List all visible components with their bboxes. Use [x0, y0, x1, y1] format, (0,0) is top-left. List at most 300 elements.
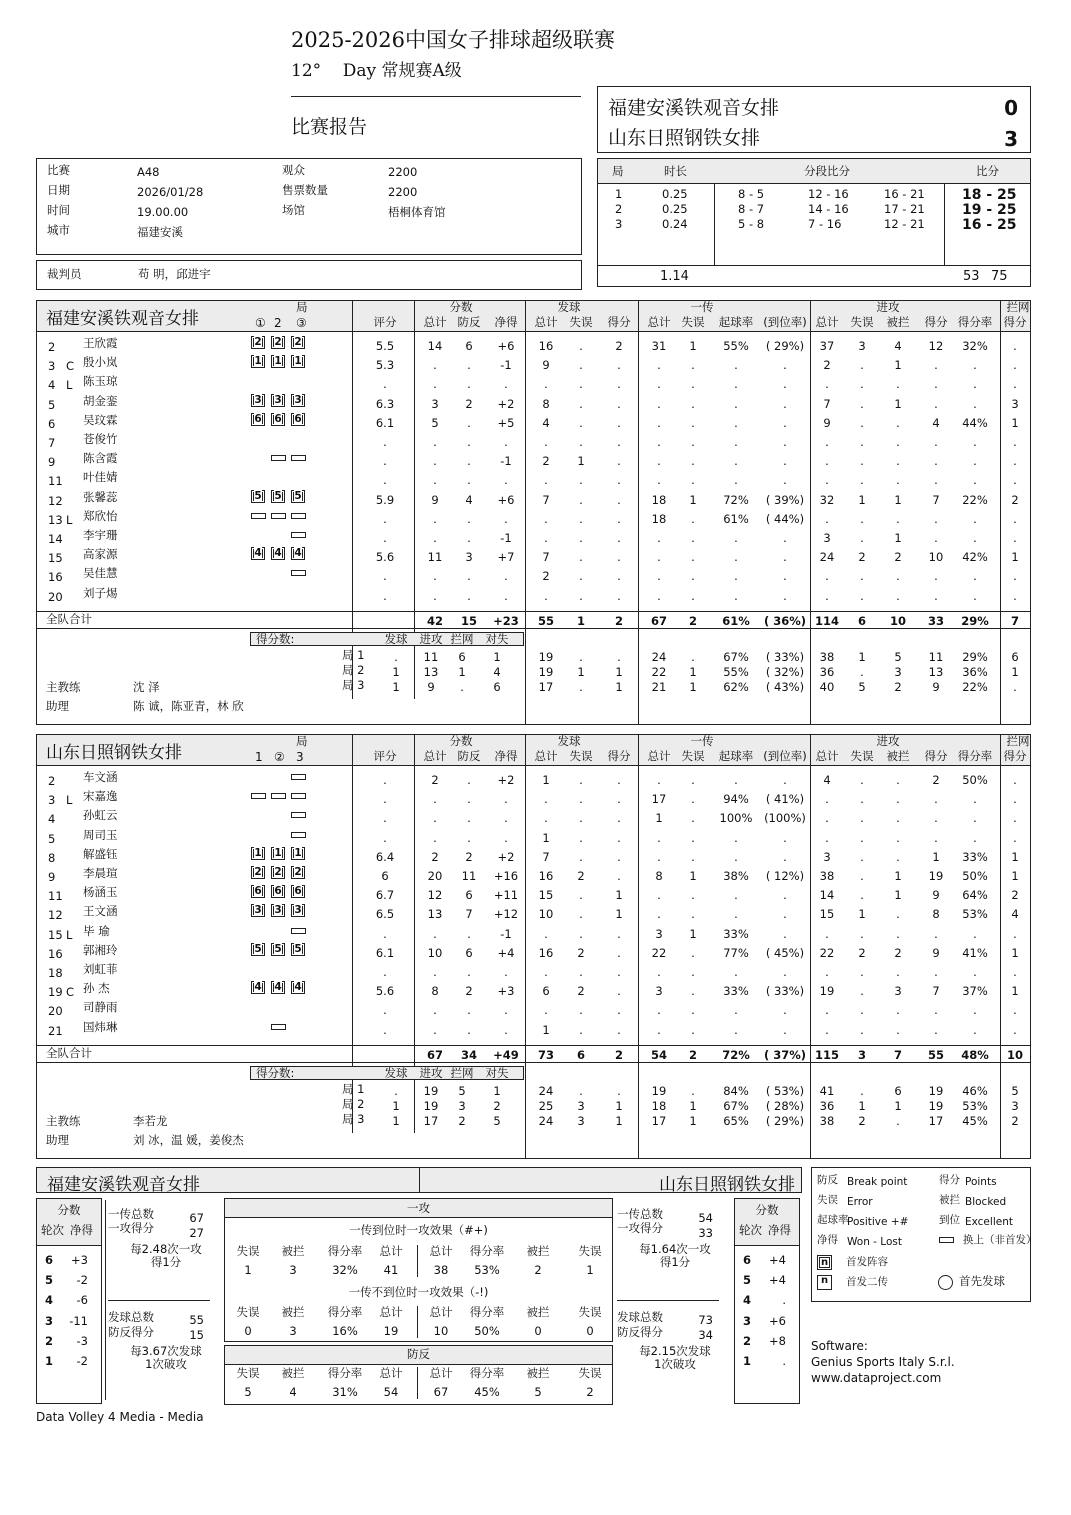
stat-cell: .: [579, 396, 583, 411]
legend-desc: Break point: [847, 1176, 908, 1188]
stat-cell: .: [783, 454, 787, 469]
attack-value: 3: [289, 1263, 297, 1277]
stat-cell: .: [1013, 339, 1017, 353]
stat-cell: .: [433, 531, 437, 545]
substitute-marker: [291, 812, 306, 818]
substitute-marker: [291, 793, 306, 799]
stat-cell: .: [896, 849, 900, 864]
attack-col-head: 失误: [236, 1244, 260, 1258]
by-set-stat: 19: [538, 650, 554, 664]
stat-cell: .: [860, 792, 864, 807]
stat-cell: 9: [932, 888, 940, 903]
legend-key: 得分: [939, 1174, 960, 1186]
stat-cell: .: [860, 849, 864, 864]
player-name: 苍俊竹: [83, 432, 118, 446]
by-set-cell: 1: [392, 665, 400, 679]
column-header: 得分: [1003, 315, 1027, 329]
by-set-stat: 22: [651, 665, 667, 679]
stat-cell: 10: [928, 550, 944, 565]
stat-cell: 32%: [962, 339, 988, 353]
stat-cell: .: [860, 531, 864, 545]
software-company: Genius Sports Italy S.r.l.: [811, 1355, 955, 1369]
stat-cell: .: [383, 377, 387, 392]
stat-cell: .: [860, 358, 864, 373]
player-name: 高家源: [83, 547, 118, 562]
stat-cell: .: [467, 965, 471, 979]
stat-cell: 6.5: [375, 907, 395, 922]
report-title: 比赛报告: [291, 116, 368, 138]
set-partial-16: 12 - 16: [808, 187, 849, 201]
stat-cell: .: [433, 926, 437, 941]
player-number: 7: [48, 436, 56, 450]
sets-header-time: 时长: [664, 164, 687, 178]
stat-cell: .: [934, 396, 938, 411]
stat-cell: .: [617, 396, 621, 411]
stat-cell: .: [973, 1003, 977, 1018]
home-sets-won: 0: [1004, 96, 1018, 120]
stat-cell: .: [579, 849, 583, 864]
stat-cell: .: [691, 511, 695, 526]
rotation-head: 净得: [768, 1223, 791, 1237]
assistant-names: 陈 诚，陈亚青，林 欣: [133, 699, 244, 713]
stat-cell: .: [783, 473, 787, 488]
stat-cell: 41%: [962, 945, 988, 960]
team-total-label: 全队合计: [46, 612, 92, 626]
stat-cell: .: [783, 965, 787, 979]
stat-cell: 6.1: [375, 415, 395, 430]
stat-cell: .: [467, 473, 471, 488]
stat-cell: .: [383, 811, 387, 826]
stat-cell: .: [934, 792, 938, 807]
stat-cell: .: [734, 773, 738, 787]
assistant-label: 助理: [46, 1133, 69, 1147]
stat-cell: .: [896, 965, 900, 979]
by-set-stat: 46%: [962, 1084, 988, 1098]
by-set-stat: 3: [577, 1099, 585, 1113]
group-header: 进攻: [876, 300, 900, 314]
stat-cell: .: [973, 588, 977, 603]
starting-position: 3: [254, 393, 262, 406]
stat-cell: 53%: [962, 907, 988, 922]
player-name: 毕 瑜: [83, 923, 110, 938]
stat-cell: .: [504, 792, 508, 807]
stat-cell: .: [467, 1003, 471, 1018]
stat-cell: .: [544, 1003, 548, 1018]
group-header: 一传: [690, 300, 714, 314]
stat-cell: 5.6: [375, 984, 395, 999]
stat-cell: .: [734, 377, 738, 392]
stat-cell: .: [617, 588, 621, 603]
stat-value: 67: [189, 1211, 204, 1225]
stat-cell: .: [734, 415, 738, 430]
column-header: 失误: [850, 749, 874, 763]
stat-cell: .: [504, 569, 508, 584]
total-cell: 48%: [961, 1048, 989, 1062]
starting-position: 1: [274, 846, 282, 859]
stat-cell: .: [860, 569, 864, 584]
substitute-marker: [271, 513, 286, 519]
stat-cell: .: [617, 377, 621, 392]
stat-cell: .: [860, 888, 864, 903]
info-value: 2200: [388, 185, 418, 199]
starting-position: 3: [274, 393, 282, 406]
set-mark: 2: [274, 316, 282, 330]
stat-cell: 1: [1011, 415, 1019, 430]
rotation-number: 3: [45, 1313, 54, 1328]
column-header: 失误: [569, 315, 593, 329]
player-number: 5: [48, 397, 56, 412]
stat-cell: ( 45%): [765, 945, 805, 960]
stat-cell: .: [825, 473, 829, 488]
total-cell: 29%: [961, 614, 989, 628]
player-number: 16: [48, 570, 63, 585]
rotation-net: -6: [76, 1293, 88, 1308]
substitute-marker: [291, 570, 306, 576]
stat-cell: .: [691, 945, 695, 960]
stat-cell: .: [657, 396, 661, 411]
stat-cell: +5: [497, 415, 515, 430]
starting-position-box: [271, 355, 285, 368]
stat-cell: .: [783, 588, 787, 603]
stat-cell: ( 44%): [765, 511, 805, 526]
stat-cell: .: [860, 396, 864, 411]
player-number: 3: [48, 359, 56, 374]
stat-cell: .: [579, 511, 583, 526]
starting-position-box: [291, 355, 305, 368]
stat-cell: +12: [493, 907, 519, 922]
info-key: 观众: [282, 163, 305, 177]
total-cell: 67: [650, 614, 667, 628]
by-set-stat: 1: [689, 665, 697, 679]
stat-cell: .: [896, 569, 900, 584]
stat-cell: .: [579, 531, 583, 545]
stat-cell: .: [467, 454, 471, 469]
stat-cell: 2: [542, 454, 550, 469]
by-set-stat: 22%: [962, 680, 988, 694]
stat-cell: 12: [928, 339, 944, 353]
stat-cell: .: [617, 811, 621, 826]
by-set-stat: 9: [932, 680, 940, 694]
info-key: 日期: [47, 183, 70, 197]
stat-cell: .: [579, 907, 583, 922]
by-set-stat: .: [579, 1084, 583, 1098]
starting-position-box: [271, 885, 285, 898]
starting-position: 1: [294, 355, 302, 368]
stat-cell: .: [934, 435, 938, 449]
player-number: 14: [48, 532, 63, 546]
starting-position-box: [271, 490, 285, 503]
player-number: 19: [48, 985, 63, 1000]
rotation-head: 净得: [70, 1223, 93, 1237]
negative-title: 一传不到位时一攻效果（-!): [348, 1285, 489, 1299]
stat-cell: .: [734, 588, 738, 603]
starting-position-box: [251, 336, 265, 349]
stat-cell: .: [617, 358, 621, 373]
stat-cell: .: [579, 492, 583, 507]
stat-cell: .: [433, 588, 437, 603]
starting-position-box: [291, 866, 305, 879]
stat-cell: .: [934, 811, 938, 826]
attack-value: 67: [433, 1385, 449, 1399]
rotation-net: +8: [769, 1333, 786, 1348]
stat-note: 每2.15次发球 1次破攻: [639, 1344, 711, 1371]
stat-cell: .: [934, 569, 938, 584]
stat-cell: .: [934, 377, 938, 392]
attack-value: 0: [244, 1324, 252, 1338]
by-set-stat: .: [617, 1084, 621, 1098]
stat-cell: 11: [427, 550, 443, 565]
stat-cell: 6: [542, 984, 550, 999]
stat-cell: .: [896, 435, 900, 449]
column-header: 总计: [815, 315, 839, 329]
stat-cell: .: [1013, 473, 1017, 488]
starting-position-box: [251, 547, 265, 560]
rotation-net: +3: [71, 1253, 88, 1267]
stat-cell: .: [734, 1003, 738, 1018]
stat-label: 一传总数: [617, 1207, 663, 1221]
by-set-heading: 对失: [485, 632, 509, 646]
stat-cell: +2: [497, 849, 515, 864]
stat-cell: 4: [932, 415, 940, 430]
summary-header: [36, 1167, 802, 1193]
by-set-stat: .: [691, 1084, 695, 1098]
attack-value: 10: [433, 1324, 449, 1338]
by-set-cell: 1: [493, 650, 501, 664]
first-serve-icon: [938, 1275, 953, 1290]
attack-col-head: 被拦: [281, 1366, 305, 1380]
rotation-net: .: [782, 1293, 786, 1308]
by-set-stat: 1: [689, 1114, 697, 1128]
stat-note: 每1.64次一攻 得1分: [639, 1242, 711, 1269]
total-divider: [37, 628, 1030, 629]
stat-cell: .: [467, 830, 471, 845]
stat-cell: 9: [542, 358, 550, 373]
by-set-stat: ( 28%): [765, 1099, 805, 1113]
stat-cell: .: [617, 531, 621, 545]
stat-cell: .: [579, 830, 583, 845]
starting-position-box: [251, 355, 265, 368]
total-cell: 2: [614, 1048, 623, 1062]
by-set-heading: 进攻: [419, 632, 443, 646]
column-header: 总计: [647, 315, 671, 329]
by-set-cell: 9: [427, 680, 435, 694]
stat-cell: .: [691, 849, 695, 864]
player-name: 刘子焬: [83, 585, 118, 600]
stat-cell: .: [860, 1022, 864, 1037]
stat-cell: .: [544, 792, 548, 807]
stat-label: 一攻得分: [108, 1221, 154, 1235]
stat-cell: 2: [894, 945, 902, 960]
attack-value: 5: [244, 1385, 252, 1399]
stat-cell: .: [579, 1022, 583, 1037]
legend-desc: Excellent: [965, 1216, 1013, 1228]
stat-cell: .: [433, 473, 437, 488]
stat-cell: 14: [819, 888, 835, 903]
legend-desc: Points: [965, 1176, 997, 1188]
attack-value: 19: [383, 1324, 399, 1338]
stat-cell: 2: [542, 569, 550, 584]
player-name: 王欣霞: [83, 336, 118, 350]
total-cell: 67: [426, 1048, 443, 1062]
center-divider: [417, 1306, 418, 1338]
stat-cell: 11: [461, 869, 477, 883]
group-header: 一传: [690, 734, 714, 748]
column-header: 评分: [373, 315, 397, 329]
by-set-cell: 13: [423, 665, 439, 679]
stat-cell: .: [934, 965, 938, 979]
stat-cell: .: [896, 811, 900, 826]
by-set-stat: ( 29%): [765, 1114, 805, 1128]
legend-desc: Won - Lost: [847, 1236, 902, 1248]
player-number: 9: [48, 870, 56, 884]
column-header: 得分: [924, 315, 948, 329]
set-partial-21: 17 - 21: [884, 202, 925, 216]
center-divider: [417, 1245, 418, 1277]
by-set-stat: 1: [858, 650, 866, 664]
stat-cell: .: [467, 792, 471, 807]
stat-cell: .: [657, 830, 661, 845]
stat-cell: 6.3: [375, 396, 395, 411]
starting-position: 2: [274, 866, 282, 878]
stat-cell: ( 41%): [765, 792, 805, 807]
by-set-stat: 2: [894, 680, 902, 694]
starting-position: 4: [254, 547, 262, 560]
column-header: 净得: [494, 749, 518, 763]
column-header: 得分: [924, 749, 948, 763]
stat-cell: 1: [689, 492, 697, 507]
stat-cell: .: [734, 435, 738, 449]
stat-cell: .: [467, 511, 471, 526]
stat-cell: +3: [497, 984, 515, 999]
by-set-stat: 55%: [723, 665, 749, 679]
attack-value: 4: [289, 1385, 297, 1399]
total-cell: 7: [893, 1048, 902, 1062]
stat-cell: 6: [381, 869, 389, 883]
stat-cell: .: [691, 984, 695, 999]
stat-cell: 32: [819, 492, 835, 507]
rotation-net: .: [782, 1354, 786, 1368]
by-set-cell: 2: [458, 1114, 466, 1128]
stat-cell: .: [973, 965, 977, 979]
stat-cell: 5.6: [375, 550, 395, 565]
attack-value: 32%: [332, 1263, 358, 1277]
stat-cell: 7: [932, 492, 940, 507]
stat-cell: 4: [1011, 907, 1019, 922]
referee-box: [36, 260, 582, 290]
stat-divider: [617, 1300, 719, 1301]
center-divider: [417, 1367, 418, 1399]
by-set-stat: 1: [689, 680, 697, 694]
by-set-heading: 发球: [384, 632, 408, 646]
stat-cell: .: [691, 830, 695, 845]
stat-cell: .: [734, 1022, 738, 1037]
stat-cell: .: [825, 1003, 829, 1018]
info-value: 2200: [388, 165, 418, 179]
stat-cell: +6: [497, 492, 515, 507]
starting-position-box: [251, 885, 265, 898]
starting-position-box: [291, 943, 305, 956]
stat-cell: .: [734, 550, 738, 565]
stat-cell: .: [617, 984, 621, 999]
player-name: 郭湘玲: [83, 942, 118, 957]
info-key: 比赛: [47, 163, 70, 177]
stat-cell: .: [973, 1022, 977, 1037]
legend-key: 防反: [817, 1174, 838, 1186]
stat-cell: .: [657, 358, 661, 373]
stat-cell: .: [467, 435, 471, 449]
starting-position: 5: [294, 489, 302, 502]
starting-position-box: [251, 943, 265, 956]
by-set-stat: 11: [928, 650, 944, 664]
stat-cell: .: [617, 792, 621, 807]
stat-cell: .: [691, 588, 695, 603]
footer-text: Data Volley 4 Media - Media: [36, 1410, 204, 1424]
info-value: 2026/01/28: [137, 185, 204, 199]
stat-cell: .: [617, 473, 621, 488]
stat-cell: 22: [819, 945, 835, 960]
group-header: 发球: [557, 300, 581, 314]
by-set-stat: 3: [894, 665, 902, 679]
stat-cell: .: [1013, 531, 1017, 545]
stat-cell: .: [1013, 1022, 1017, 1037]
stat-cell: .: [544, 811, 548, 826]
total-divider: [37, 1045, 1030, 1046]
info-key: 场馆: [282, 203, 305, 217]
rotation-net: -2: [76, 1273, 88, 1288]
stat-cell: .: [433, 811, 437, 826]
stat-cell: 50%: [962, 869, 988, 883]
attack-col-head: 得分率: [469, 1305, 505, 1319]
stat-cell: 16: [538, 339, 554, 353]
stat-cell: .: [383, 926, 387, 941]
stat-cell: 1: [894, 396, 902, 411]
stat-cell: 7: [542, 492, 550, 507]
by-set-row-label: 局 1: [342, 648, 365, 662]
stat-cell: .: [860, 811, 864, 826]
stat-cell: .: [860, 926, 864, 941]
team-name: 福建安溪铁观音女排: [46, 309, 199, 329]
column-header: 总计: [423, 749, 447, 763]
starting-position-box: [251, 847, 265, 860]
stat-cell: 33%: [962, 849, 988, 864]
player-number: 4: [48, 378, 56, 393]
stat-cell: (100%): [764, 811, 806, 826]
legend-desc: Error: [847, 1196, 873, 1208]
stat-cell: .: [383, 531, 387, 545]
set-partial-8: 8 - 5: [738, 187, 765, 201]
by-set-stat: .: [860, 665, 864, 679]
starting-position: 1: [254, 355, 262, 368]
by-set-cell: .: [394, 650, 398, 664]
column-header: 失误: [681, 749, 705, 763]
stat-cell: .: [734, 473, 738, 488]
stat-cell: 6: [465, 945, 473, 960]
stat-cell: .: [504, 1003, 508, 1018]
starting-position-box: [291, 490, 305, 503]
starting-position: 5: [294, 942, 302, 955]
software-url[interactable]: www.dataproject.com: [811, 1371, 942, 1385]
stat-cell: .: [544, 965, 548, 979]
stat-cell: .: [691, 907, 695, 922]
by-set-stat: 6: [1011, 650, 1019, 664]
by-set-stat: 1: [689, 1099, 697, 1113]
rotation-number: 2: [45, 1333, 54, 1348]
column-header: 净得: [494, 315, 518, 329]
stat-cell: 50%: [962, 773, 988, 787]
by-set-stat: 1: [615, 665, 623, 679]
starting-position-box: [271, 547, 285, 560]
assistant-names: 刘 冰，温 媛，姜俊杰: [133, 1133, 244, 1147]
